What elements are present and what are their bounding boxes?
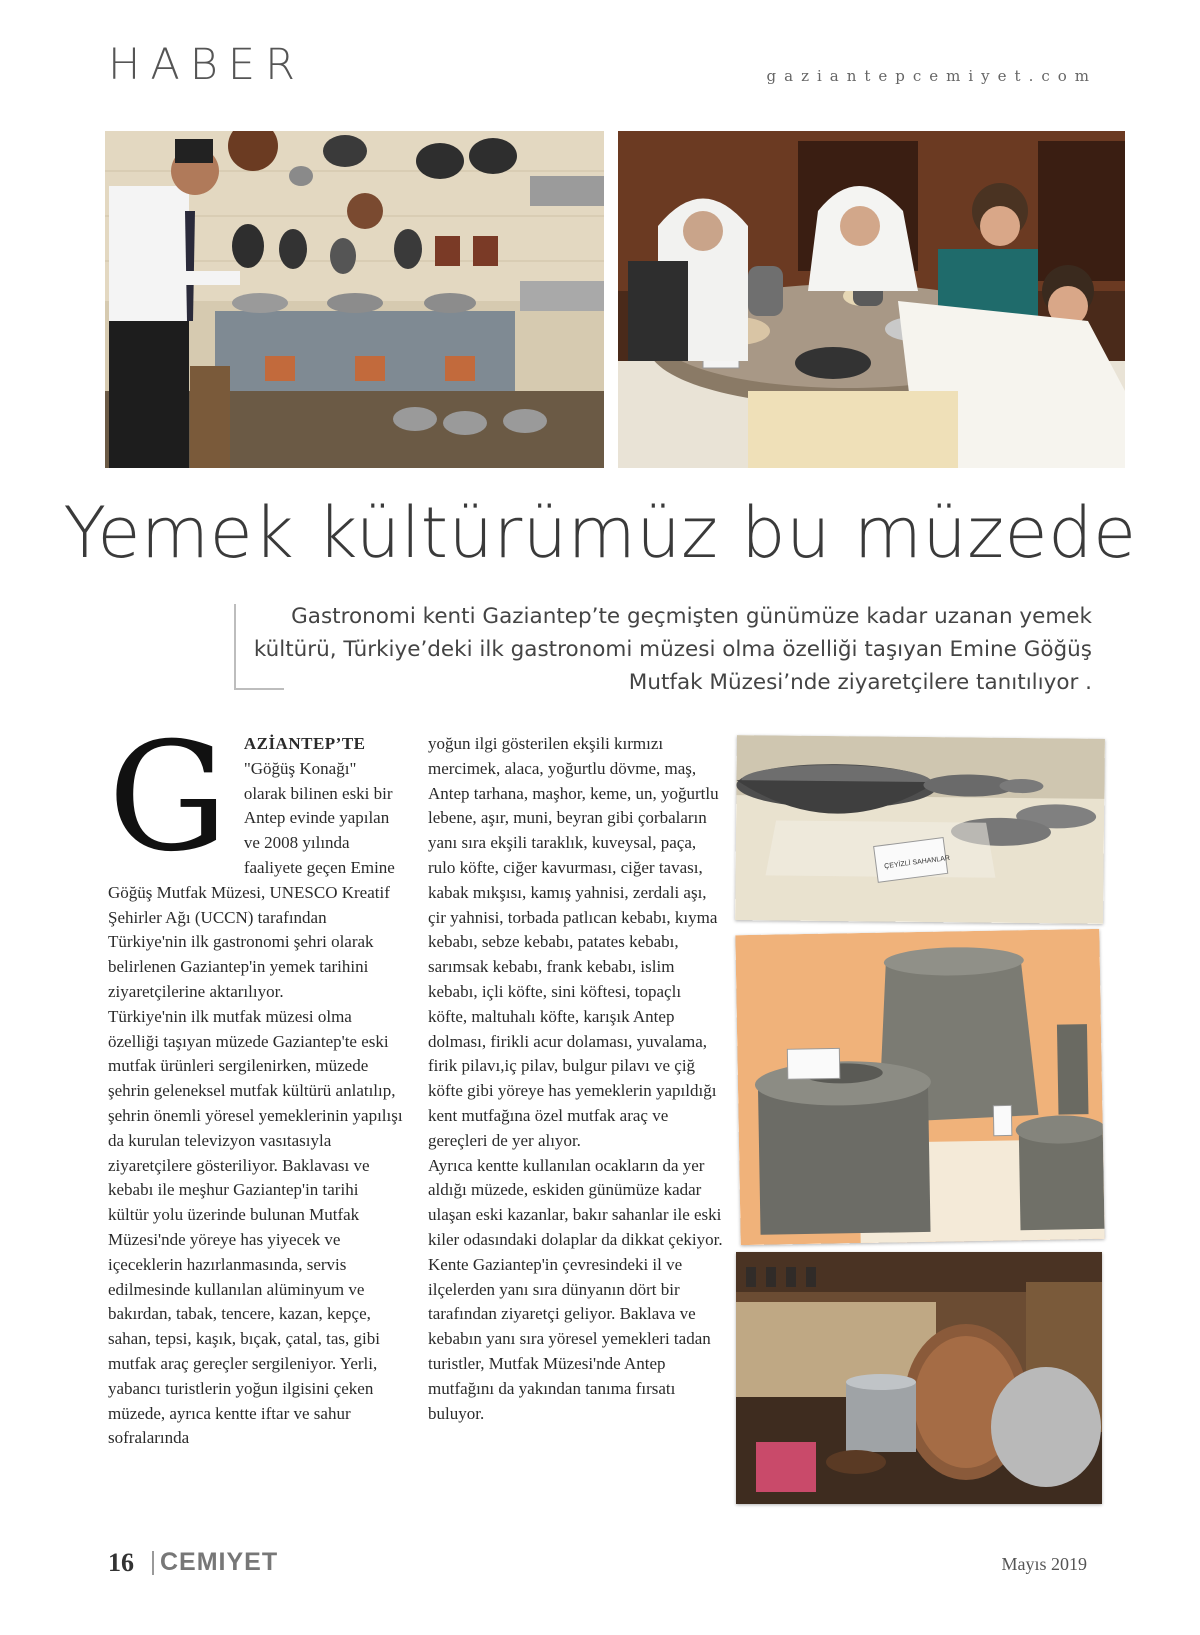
dining-mannequins-photo (618, 131, 1125, 468)
issue-date: Mayıs 2019 (1001, 1554, 1087, 1574)
plate-plaque-label: ÇEYİZLİ SAHANLAR (883, 854, 951, 871)
paragraph: yoğun ilgi gösterilen ekşili kırmızı mercimek, alaca, yoğurtlu dövme, maş, Antep tarhana, maşhor, keme, un, yoğurtlu lebene, aşır, muni, beyran gibi çorbaların yanı sıra ekşili taraklık, kuveysal, paça, rulo köfte, ciğer kavurması, ciğer tavası, kabak mıkşısı, kamış yahnisi, zerdali aşı, çir yahnisi, torbada patlıcan kebabı, kıyma kebabı, sebze kebabı, patates kebabı, sarımsak kebabı, frank kebabı, islim kebabı, içli köfte, sini köftesi, topaçlı köfte, maltuhalı köfte, karışık Antep dolması, firikli acur dolaması, yuvalama, firik pilavı,iç pilav, bulgur pilavı ve çiğ köfte gibi yöreye has yemeklerin yapıldığı kent mutfağına özel mutfak araç ve gereçleri de yer alıyor. (428, 734, 719, 1150)
paragraph: Ayrıca kentte kullanılan ocakların da yer aldığı müzede, eskiden günümüze kadar ulaşan eski kazanlar, bakır sahanlar ile eski kiler odasındaki dolaplar da dikkat çekiyor. (428, 1155, 723, 1249)
section-label: HABER (108, 40, 305, 90)
article-column-1 (108, 711, 403, 1451)
magazine-name: CEMIYET (160, 1548, 279, 1576)
footer-divider (152, 1551, 154, 1575)
article-lead: Gastronomi kenti Gaziantep’te geçmişten günümüze kadar uzanan yemek kültürü, Türkiye’deki ilk gastronomi müzesi olma özelliği taşıyan Emine Göğüş Mutfak Müzesi’nde ziyaretçilere tanıtılıyor . (253, 604, 1092, 695)
paragraph: Kente Gaziantep'in çevresindeki il ve ilçelerden yanı sıra dünyanın dört bir tarafından ziyaretçi geliyor. Baklava ve kebabın yanı sıra yöresel yemekleri tadan turistler, Mutfak Müzesi'nde Antep mutfağını da yakından tanıma fırsatı buluyor. (428, 1254, 711, 1423)
paragraph-text: "Göğüş Konağı" olarak bilinen eski bir Antep evinde yapılan ve 2008 yılında faaliyete geçen Emine Göğüş Mutfak Müzesi, UNESCO Kreatif Şehirler Ağı (UCCN) tarafından Türkiye'nin ilk gastronomi şehri olarak belirlenen Gaziantep'in yemek tarihini ziyaretçilerine aktarılıyor. (108, 758, 395, 1001)
drop-cap: G (108, 711, 228, 885)
paragraph: Türkiye'nin ilk mutfak müzesi olma özelliği taşıyan müzede Gaziantep'te eski mutfak ürünleri sergilenirken, müzede şehrin geleneksel mutfak kültürü anlatılıp, şehrin önemli yöresel yemeklerinin yapılışı da kurulan televizyon vasıtasıyla ziyaretçilere gösteriliyor. Baklavası ve kebabı ile meşhur Gaziantep'in tarihi kültür yolu üzerinde bulunan Mutfak Müzesi'nde yöreye has yiyecek ve içeceklerin hazırlanmasında, servis edilmesinde kullanılan alüminyum ve bakırdan, tabak, tencere, kazan, kepçe, sahan, tepsi, kaşık, bıçak, çatal, tas, gibi mutfak araç gereçler sergileniyor. Yerli, yabancı turistlerin yoğun ilgisini çeken müzede, ayrıca kentte iftar ve sahur sofralarında (108, 1006, 403, 1448)
kitchen-stove-photo (105, 131, 604, 468)
website-url[interactable]: gaziantepcemiyet.com (766, 67, 1097, 85)
copper-pots-photo (735, 929, 1104, 1245)
article-title: Yemek kültürümüz bu müzede (63, 492, 1137, 574)
article-column-2 (428, 732, 723, 1426)
cellar-utensils-photo (736, 1252, 1102, 1504)
copper-plates-photo (735, 735, 1105, 924)
page-number: 16 (108, 1548, 134, 1577)
lead-in: AZİANTEP’TE (243, 734, 366, 753)
